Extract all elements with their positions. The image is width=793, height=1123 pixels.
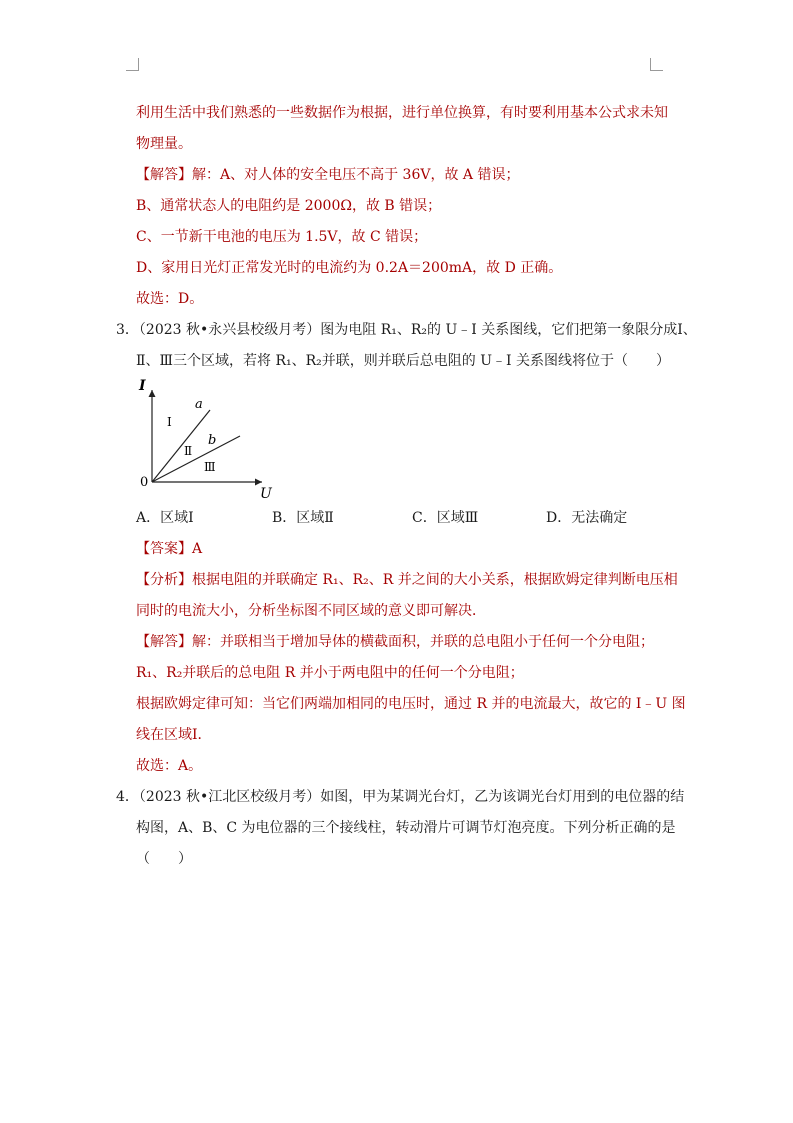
solution-choose: 故选：D。 xyxy=(136,291,204,307)
solve-line1 xyxy=(136,632,654,652)
question-3-line2: Ⅱ、Ⅲ三个区域，若将 R₁、R₂并联，则并联后总电阻的 U﹣I 关系图线将位于（ ） xyxy=(136,353,671,369)
solve-line2: R₁、R₂并联后的总电阻 R 并小于两电阻中的任何一个分电阻； xyxy=(136,665,524,681)
origin-label: 0 xyxy=(140,475,149,490)
question-4-line2: 构图，A、B、C 为电位器的三个接线柱，转动滑片可调节灯泡亮度。下列分析正确的是 xyxy=(136,820,676,836)
solution-answer-b: B、通常状态人的电阻约是 2000Ω，故 B 错误； xyxy=(136,198,442,214)
solve-line3: 根据欧姆定律可知：当它们两端加相同的电压时，通过 R 并的电流最大，故它的 I﹣U 图 xyxy=(136,696,686,712)
answer-tag: 【答案】 xyxy=(136,541,192,557)
question-number: 3． xyxy=(116,322,139,338)
line-b xyxy=(152,436,240,482)
region-label-3: Ⅲ xyxy=(204,460,216,474)
analysis-text: 根据电阻的并联确定 R₁、R₂、R 并之间的大小关系，根据欧姆定律判断电压相 xyxy=(192,572,678,588)
option-b: B．区域Ⅱ xyxy=(272,510,334,526)
question-number: 4． xyxy=(116,789,139,805)
solution-answer-d: D、家用日光灯正常发光时的电流约为 0.2A＝200mA，故 D 正确。 xyxy=(136,260,563,276)
solution-answer-a xyxy=(136,165,520,185)
analysis-tag: 【分析】 xyxy=(136,572,192,588)
solve-text: 解：并联相当于增加导体的横截面积，并联的总电阻小于任何一个分电阻； xyxy=(192,634,654,650)
axis-label-y: I xyxy=(139,378,146,394)
line-a xyxy=(152,410,210,482)
margin-corner-mark-left xyxy=(126,58,139,71)
option-d: D．无法确定 xyxy=(546,510,628,526)
question-3-line1 xyxy=(116,320,697,340)
line-label-b: b xyxy=(208,433,217,448)
solve-tag: 【解答】 xyxy=(136,634,192,650)
question-4-line3: （ ） xyxy=(136,851,192,867)
region-label-1: Ⅰ xyxy=(167,415,172,429)
margin-corner-mark-right xyxy=(650,58,663,71)
solution-text: 物理量。 xyxy=(136,136,192,152)
answer-tag: 【解答】 xyxy=(136,167,192,183)
question-stem: （2023 秋•永兴县校级月考）图为电阻 R₁、R₂的 U﹣I 关系图线，它们把第一象限分成Ⅰ、 xyxy=(138,322,697,338)
solution-text: 利用生活中我们熟悉的一些数据作为根据，进行单位换算，有时要利用基本公式求未知 xyxy=(136,105,668,121)
solve-line4: 线在区域Ⅰ． xyxy=(136,727,212,743)
option-a: A．区域Ⅰ xyxy=(136,510,194,526)
question-4-line1 xyxy=(116,787,684,807)
axis-label-x: U xyxy=(260,486,272,502)
answer-line xyxy=(136,539,202,559)
analysis-line2: 同时的电流大小，分析坐标图不同区域的意义即可解决． xyxy=(136,603,486,619)
region-label-2: Ⅱ xyxy=(184,444,193,458)
analysis-line1 xyxy=(136,570,678,590)
choose-line: 故选：A。 xyxy=(136,758,203,774)
answer-value: A xyxy=(192,541,203,557)
line-label-a: a xyxy=(195,397,203,412)
option-c: C．区域Ⅲ xyxy=(412,510,479,526)
question-stem: （2023 秋•江北区校级月考）如图，甲为某调光台灯，乙为该调光台灯用到的电位器的结 xyxy=(138,789,685,805)
ui-graph-diagram xyxy=(134,376,284,502)
answer-text: 解：A、对人体的安全电压不高于 36V，故 A 错误； xyxy=(192,167,520,183)
solution-answer-c: C、一节新干电池的电压为 1.5V，故 C 错误； xyxy=(136,229,428,245)
